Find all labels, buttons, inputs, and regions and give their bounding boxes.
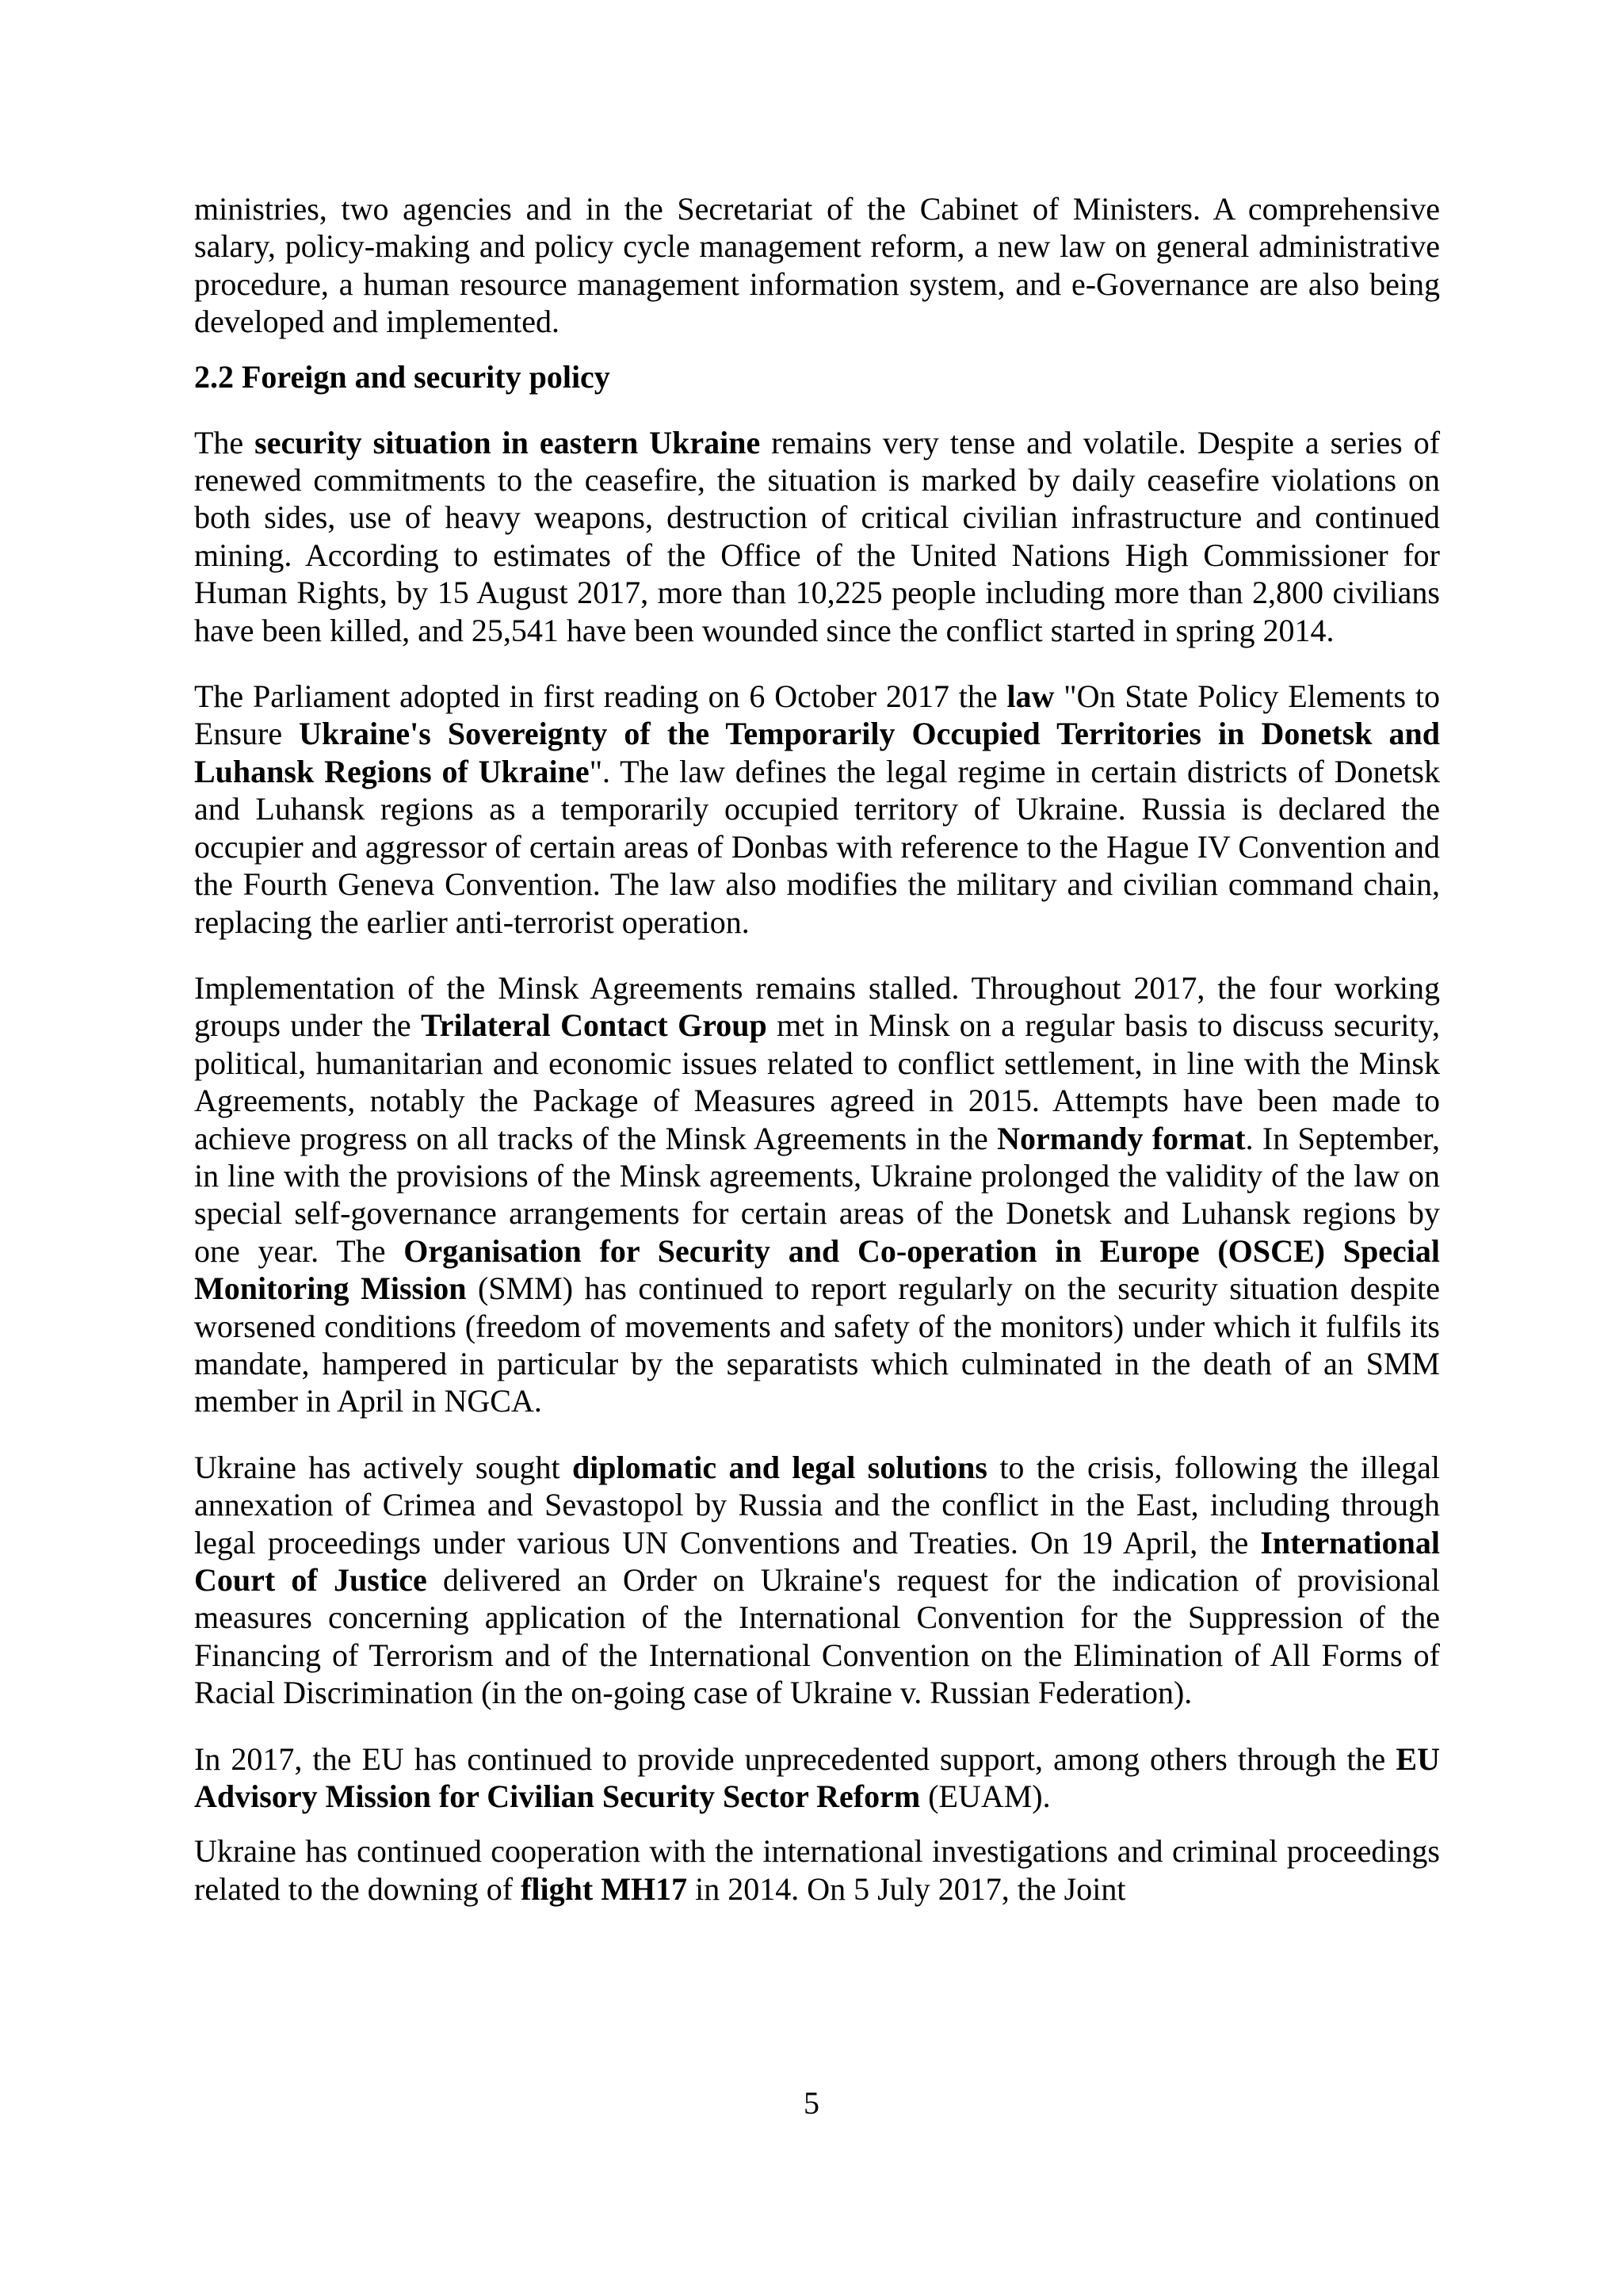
text-run: in 2014. On 5 July 2017, the Joint (687, 1870, 1126, 1907)
bold-term: Normandy format (997, 1120, 1246, 1156)
text-run: to the crisis, following the illegal annexation of Crimea and Sevastopol by Russia and the conflict in the East, including through legal proceedings under various UN Conventions and Treaties. On 19 April, the (194, 1449, 1440, 1561)
text-run: ". The law defines the legal regime in certain districts of Donetsk and Luhansk regions as a temporarily occupied territory of Ukraine. Russia is declared the occupier and aggressor of certain areas of Donbas with reference to the Hague IV Convention and the Fourth Geneva Convention. The law also modifies the military and civilian command chain, replacing the earlier anti-terrorist operation. (194, 753, 1441, 940)
text-run: The (194, 424, 255, 460)
document-page (194, 190, 1440, 1936)
text-run: Ukraine has continued cooperation with the international investigations and criminal proceedings related to the downing of (194, 1833, 1440, 1907)
text-run: . In September, in line with the provisions of the Minsk agreements, Ukraine prolonged the validity of the law on special self-governance arrangements for certain areas of the Donetsk and Luhansk regions by one year. The (194, 1120, 1440, 1269)
text-run: met in Minsk on a regular basis to discuss security, political, humanitarian and economic issues related to conflict settlement, in line with the Minsk Agreements, notably the Package of Measures agreed in 2015. Attempts have been made to achieve progress on all tracks of the Minsk Agreements in the (194, 1007, 1441, 1156)
bold-term: law (1006, 678, 1055, 715)
text-run: The Parliament adopted in first reading on 6 October 2017 the (194, 678, 1007, 715)
bold-term: Organisation for Security and Co-operation in Europe (OSCE) Special Monitoring Mission (194, 1232, 1440, 1307)
bold-term: flight MH17 (521, 1870, 688, 1907)
mh17-paragraph (194, 1832, 1440, 1908)
minsk-agreements-paragraph (194, 969, 1440, 1420)
bold-term: security situation in eastern Ukraine (254, 424, 761, 460)
text-run: (SMM) has continued to report regularly on the security situation despite worsened conditions (freedom of movements and safety of the monitors) under which it fulfils its mandate, hampered in particular by the separatists which culminated in the death of an SMM member in April in NGCA. (194, 1270, 1441, 1419)
parliament-law-paragraph (194, 678, 1440, 941)
section-heading: 2.2 Foreign and security policy (194, 358, 610, 395)
bold-term: International Court of Justice (194, 1524, 1440, 1598)
text-run: "On State Policy Elements to Ensure (194, 678, 1440, 752)
page-number: 5 (804, 2085, 819, 2121)
intro-paragraph (194, 190, 1440, 341)
text-run: In 2017, the EU has continued to provide unprecedented support, among others through the (194, 1740, 1396, 1777)
text-run: (EUAM). (920, 1778, 1051, 1815)
text-run: delivered an Order on Ukraine's request for the indication of provisional measures concerning application of the International Convention for the Suppression of the Financing of Terrorism and of the International Convention on the Elimination of All Forms of Racial Discrimination (in the on-going case of Ukraine v. Russian Federation). (194, 1562, 1440, 1711)
eu-support-paragraph (194, 1740, 1440, 1816)
security-situation-paragraph (194, 424, 1440, 649)
text-run: Implementation of the Minsk Agreements remains stalled. Throughout 2017, the four working groups under the (194, 969, 1440, 1044)
bold-term: diplomatic and legal solutions (571, 1449, 987, 1485)
bold-term: Trilateral Contact Group (421, 1007, 767, 1044)
text-run: Ukraine has actively sought (194, 1449, 572, 1485)
intro-text: ministries, two agencies and in the Secretariat of the Cabinet of Ministers. A comprehensive salary, policy-making and policy cycle management reform, a new law on general administrative procedure, a human resource management information system, and e-Governance are also being developed and implemented. (194, 191, 1440, 340)
diplomatic-solutions-paragraph (194, 1449, 1440, 1712)
text-run: remains very tense and volatile. Despite a series of renewed commitments to the ceasefire, the situation is marked by daily ceasefire violations on both sides, use of heavy weapons, destruction of critical civilian infrastructure and continued mining. According to estimates of the Office of the United Nations High Commissioner for Human Rights, by 15 August 2017, more than 10,225 people including more than 2,800 civilians have been killed, and 25,541 have been wounded since the conflict started in spring 2014. (194, 424, 1441, 648)
bold-term: EU Advisory Mission for Civilian Security Sector Reform (194, 1740, 1440, 1815)
bold-term: Ukraine's Sovereignty of the Temporarily Occupied Territories in Donetsk and Luhansk Regions of Ukraine (194, 716, 1441, 789)
